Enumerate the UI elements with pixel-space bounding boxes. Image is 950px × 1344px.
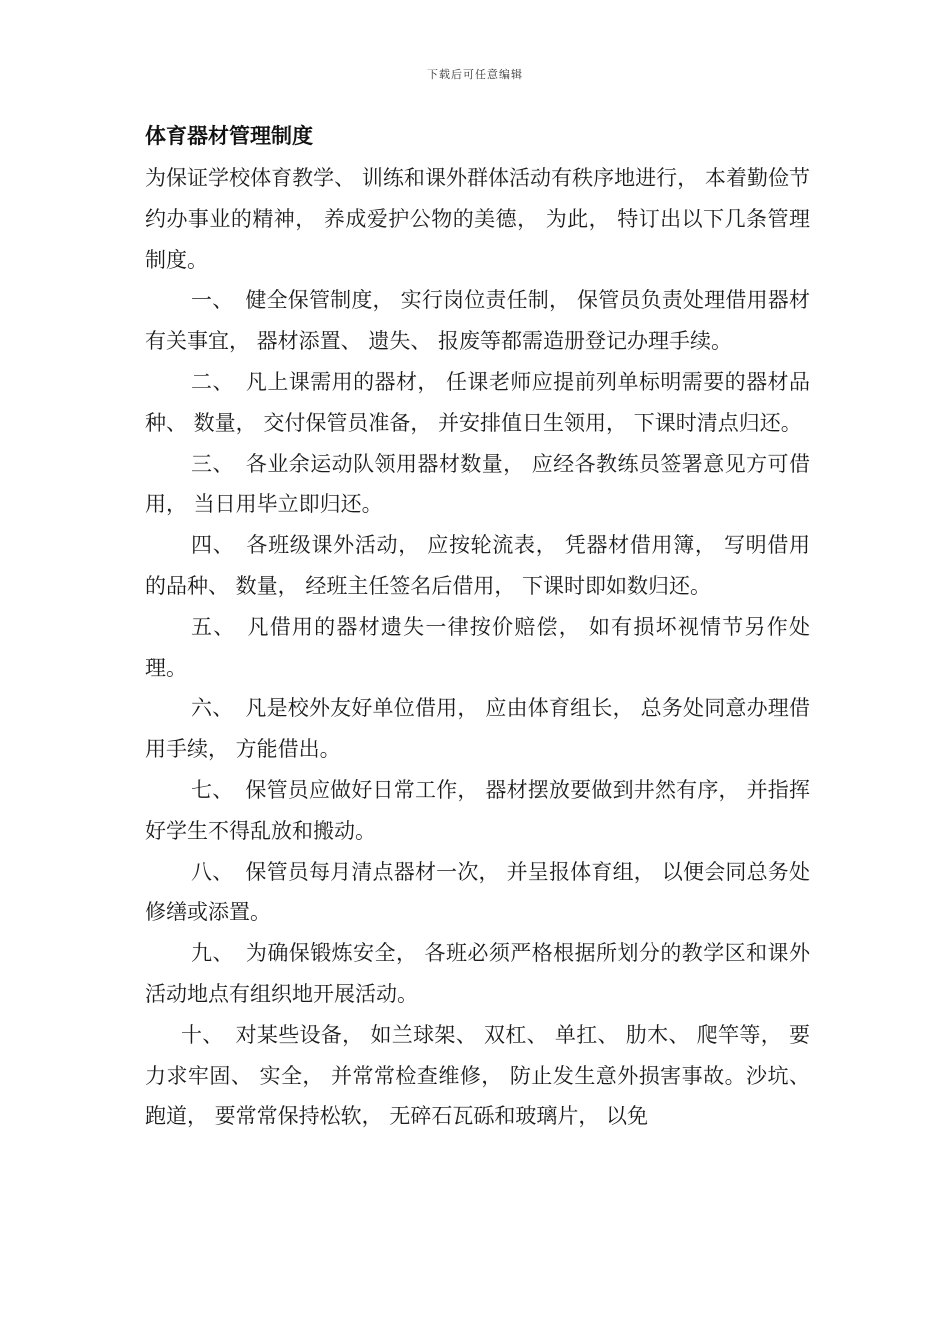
rule-item-7 xyxy=(145,770,810,852)
rule-text: 凡借用的器材遗失一律按价赔偿， 如有损坏视情节另作处理。 xyxy=(145,614,810,680)
rule-text: 各业余运动队领用器材数量， 应经各教练员签署意见方可借用， 当日用毕立即归还。 xyxy=(145,451,810,517)
rule-item-6 xyxy=(145,688,810,770)
rule-text: 健全保管制度， 实行岗位责任制， 保管员负责处理借用器材有关事宜， 器材添置、 遗失、 报废等都需造册登记办理手续。 xyxy=(145,288,810,354)
rule-text: 保管员每月清点器材一次， 并呈报体育组， 以便会同总务处修缮或添置。 xyxy=(145,859,810,925)
rule-item-8 xyxy=(145,852,810,934)
rule-text: 各班级课外活动， 应按轮流表， 凭器材借用簿， 写明借用的品种、 数量， 经班主任签名后借用， 下课时即如数归还。 xyxy=(145,533,811,598)
rule-number: 二、 xyxy=(191,369,234,394)
rule-number: 三、 xyxy=(191,451,234,476)
intro-paragraph: 为保证学校体育教学、 训练和课外群体活动有秩序地进行， 本着勤俭节约办事业的精神， 养成爱护公物的美德， 为此， 特订出以下几条管理制度。 xyxy=(145,166,810,272)
rule-text: 保管员应做好日常工作， 器材摆放要做到井然有序， 并指挥好学生不得乱放和搬动。 xyxy=(145,777,810,843)
rule-number: 四、 xyxy=(191,533,235,558)
rule-text: 为确保锻炼安全， 各班必须严格根据所划分的教学区和课外活动地点有组织地开展活动。 xyxy=(145,941,810,1006)
rule-text: 凡上课需用的器材， 任课老师应提前列单标明需要的器材品种、 数量， 交付保管员准备， 并安排值日生领用， 下课时清点归还。 xyxy=(145,369,810,435)
rule-item-3 xyxy=(145,444,810,526)
rule-number: 五、 xyxy=(191,614,236,639)
rule-number: 十、 xyxy=(181,1022,224,1047)
rule-item-4 xyxy=(145,525,810,607)
rule-item-9 xyxy=(145,933,810,1015)
rule-item-10 xyxy=(145,1015,810,1137)
rule-number: 一、 xyxy=(191,288,234,313)
document-body xyxy=(145,158,810,1137)
rule-item-2 xyxy=(145,362,810,444)
rule-number: 六、 xyxy=(191,696,234,721)
rule-number: 九、 xyxy=(191,941,234,966)
rule-number: 八、 xyxy=(191,859,234,884)
header-note: 下载后可任意编辑 xyxy=(427,68,523,81)
rule-number: 七、 xyxy=(191,777,234,802)
rule-item-5 xyxy=(145,607,810,689)
document-title: 体育器材管理制度 xyxy=(145,124,313,148)
rule-item-1 xyxy=(145,280,810,362)
rule-text: 凡是校外友好单位借用， 应由体育组长， 总务处同意办理借用手续， 方能借出。 xyxy=(145,696,810,762)
rule-text: 对某些设备， 如兰球架、 双杠、 单扛、 肋木、 爬竿等， 要力求牢固、 实全， 并常常检查维修， 防止发生意外损害事故。沙坑、 跑道， 要常常保持松软， 无碎石瓦砾和玻璃片， 以免 xyxy=(145,1022,810,1129)
